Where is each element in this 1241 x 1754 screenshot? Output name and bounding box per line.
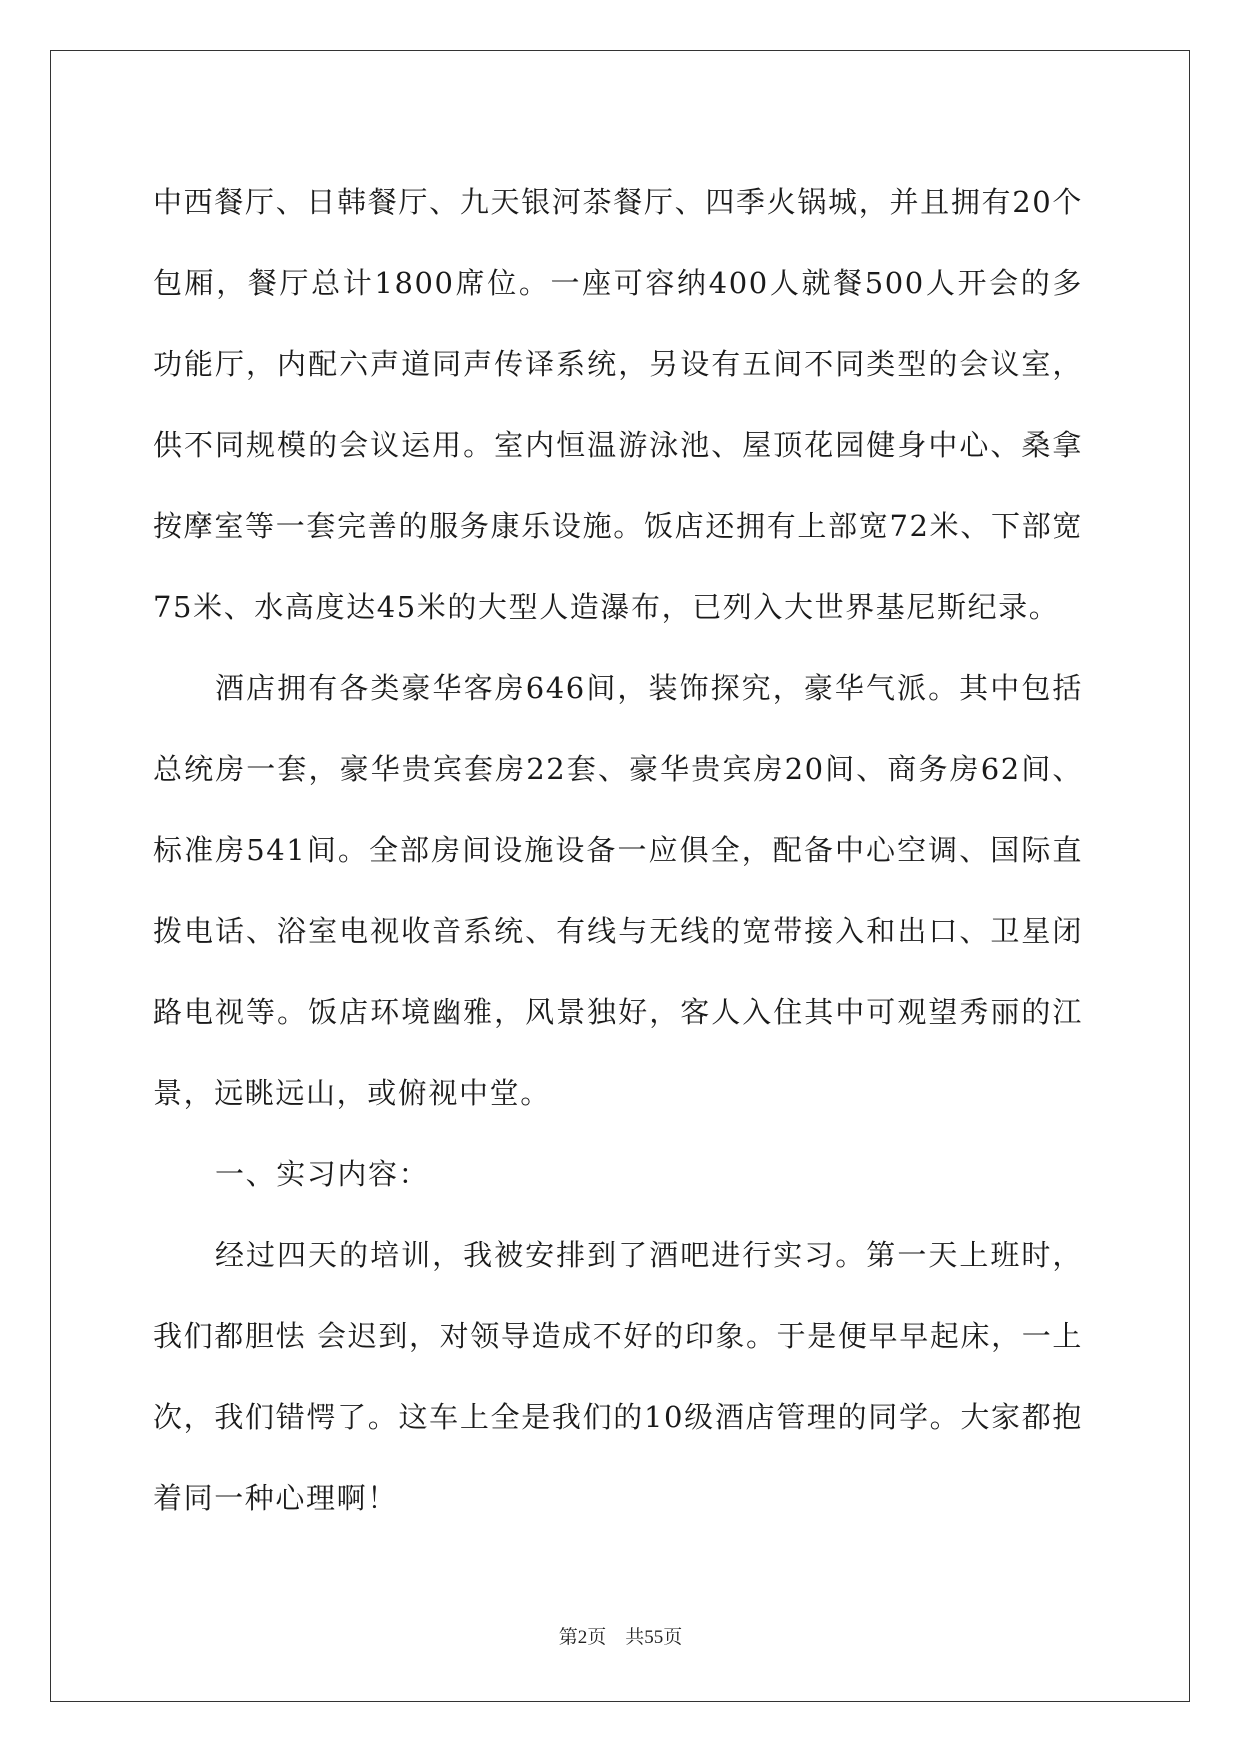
section-heading-internship-content: 一、实习内容：	[215, 1157, 430, 1191]
page-number: 第2页	[558, 1627, 607, 1648]
paragraph-facilities: 中西餐厅、日韩餐厅、九天银河茶餐厅、四季火锅城，并且拥有20个包厢，餐厅总计1800席位。一座可容纳400人就餐500人开会的多功能厅，内配六声道同声传译系统，另设有五间不同类型的会议室，供不同规模的会议运用。室内恒温游泳池、屋顶花园健身中心、桑拿按摩室等一套完善的服务康乐设施。饭店还拥有上部宽72米、下部宽75米、水高度达45米的大型人造瀑布，已列入大世界基尼斯纪录。	[153, 185, 1083, 624]
paragraph-first-day: 经过四天的培训，我被安排到了酒吧进行实习。第一天上班时，我们都胆怯 会迟到，对领导造成不好的印象。于是便早早起床，一上次，我们错愕了。这车上全是我们的10级酒店管理的同学。大家都抱着同一种心理啊！	[153, 1238, 1083, 1515]
document-body	[153, 162, 1083, 1539]
page-footer	[0, 1622, 1241, 1649]
paragraph-rooms: 酒店拥有各类豪华客房646间，装饰探究，豪华气派。其中包括总统房一套，豪华贵宾套房22套、豪华贵宾房20间、商务房62间、标准房541间。全部房间设施设备一应俱全，配备中心空调、国际直拨电话、浴室电视收音系统、有线与无线的宽带接入和出口、卫星闭路电视等。饭店环境幽雅，风景独好，客人入住其中可观望秀丽的江景，远眺远山，或俯视中堂。	[153, 671, 1083, 1110]
page-total: 共55页	[625, 1627, 683, 1648]
footer-spacer	[606, 1627, 625, 1648]
